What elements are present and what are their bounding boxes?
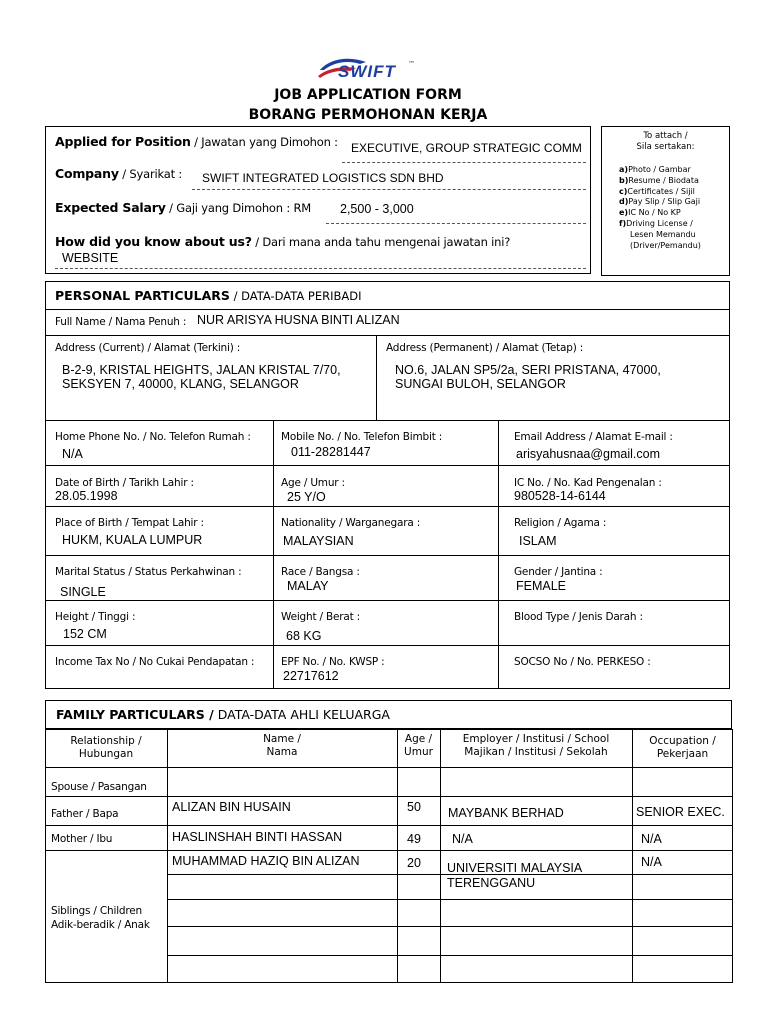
- dob-label: Date of Birth / Tarikh Lahir :: [55, 477, 194, 489]
- gender-label: Gender / Jantina :: [514, 566, 603, 578]
- family-section-header: [56, 707, 390, 722]
- salary-label-en: Expected Salary: [55, 200, 166, 215]
- addr-perm-line1[interactable]: NO.6, JALAN SP5/2a, SERI PRISTANA, 47000,: [395, 363, 661, 377]
- nationality-label: Nationality / Warganegara :: [281, 517, 421, 529]
- row-line: [45, 645, 730, 646]
- sibling-employer-line2[interactable]: TERENGGANU: [447, 876, 536, 890]
- tax-label: Income Tax No / No Cukai Pendapatan :: [55, 656, 255, 668]
- company-logo: [316, 56, 420, 84]
- father-employer[interactable]: MAYBANK BERHAD: [448, 806, 564, 820]
- form-subtitle: BORANG PERMOHONAN KERJA: [248, 107, 488, 123]
- mobile-label: Mobile No. / No. Telefon Bimbit :: [281, 431, 443, 443]
- family-header-en: FAMILY PARTICULARS /: [56, 707, 214, 722]
- position-underline: [342, 162, 586, 163]
- attach-text: IC No / No KP: [628, 208, 681, 218]
- attach-license-cont1: Lesen Memandu: [630, 229, 696, 239]
- sibling-occupation[interactable]: N/A: [641, 855, 662, 869]
- attach-key: f): [619, 218, 627, 228]
- mother-employer[interactable]: N/A: [452, 832, 473, 846]
- weight-label: Weight / Berat :: [281, 611, 361, 623]
- row-line: [167, 899, 733, 900]
- sibling-age[interactable]: 20: [407, 856, 421, 870]
- marital-label: Marital Status / Status Perkahwinan :: [55, 566, 242, 578]
- col-header-line: Majikan / Institusi / Sekolah: [464, 746, 608, 758]
- ic-value[interactable]: 980528-14-6144: [514, 489, 606, 503]
- form-title: JOB APPLICATION FORM: [274, 87, 462, 103]
- height-value[interactable]: 152 CM: [63, 627, 107, 641]
- row-line: [45, 506, 730, 507]
- col-header-employer: [440, 733, 632, 759]
- col-line: [376, 335, 377, 420]
- col-header-line: Occupation /: [649, 735, 716, 747]
- salary-value[interactable]: 2,500 - 3,000: [340, 202, 414, 216]
- attach-key: e): [619, 208, 629, 218]
- family-header-ms: DATA-DATA AHLI KELUARGA: [213, 707, 390, 722]
- attach-key: c): [619, 186, 628, 196]
- company-label-en: Company: [55, 166, 119, 181]
- attach-license-cont2: (Driver/Pemandu): [630, 240, 701, 250]
- personal-header-ms: / DATA-DATA PERIBADI: [229, 289, 362, 303]
- attach-item-resume: [619, 176, 729, 187]
- attach-text: Resume / Biodata: [628, 175, 699, 185]
- personal-header-en: PERSONAL PARTICULARS: [55, 288, 230, 303]
- addr-current-label: Address (Current) / Alamat (Terkini) :: [55, 342, 241, 354]
- siblings-label-line1: Siblings / Children: [51, 905, 142, 917]
- position-label-en: Applied for Position: [55, 134, 191, 149]
- salary-label: [55, 200, 311, 215]
- company-underline: [192, 189, 586, 190]
- col-header-line: Hubungan: [78, 748, 134, 760]
- row-line: [45, 850, 733, 851]
- attach-item-ic: [619, 208, 729, 219]
- father-name[interactable]: ALIZAN BIN HUSAIN: [172, 800, 291, 814]
- personal-section-header: [55, 288, 362, 303]
- fullname-value[interactable]: NUR ARISYA HUSNA BINTI ALIZAN: [197, 313, 400, 327]
- row-line: [45, 335, 730, 336]
- row-line: [45, 555, 730, 556]
- mother-label: Mother / Ibu: [51, 833, 113, 845]
- col-header-line: Age /: [404, 733, 433, 745]
- fullname-label: Full Name / Nama Penuh :: [55, 316, 187, 328]
- col-line: [498, 420, 499, 689]
- race-label: Race / Bangsa :: [281, 566, 360, 578]
- attach-text: Driving License /: [626, 218, 693, 228]
- father-occupation[interactable]: SENIOR EXEC.: [636, 805, 725, 819]
- row-line: [45, 767, 733, 768]
- height-label: Height / Tinggi :: [55, 611, 136, 623]
- attach-text: Photo / Gambar: [628, 165, 691, 174]
- col-header-name: [167, 733, 397, 759]
- col-header-line: Umur: [404, 746, 433, 758]
- attach-title: To attach /: [643, 131, 688, 141]
- position-value[interactable]: EXECUTIVE, GROUP STRATEGIC COMM: [351, 141, 582, 155]
- email-label: Email Address / Alamat E-mail :: [514, 431, 673, 443]
- row-line: [167, 955, 733, 956]
- attach-text: Certificates / Sijil: [627, 186, 695, 196]
- col-header-relationship: [45, 735, 167, 761]
- salary-underline: [326, 223, 586, 224]
- col-header-occupation: [632, 735, 733, 761]
- col-header-line: Relationship /: [70, 735, 142, 747]
- col-header-line: Pekerjaan: [656, 748, 709, 760]
- gender-value[interactable]: FEMALE: [516, 579, 567, 593]
- company-label: [55, 166, 182, 181]
- socso-label: SOCSO No / No. PERKESO :: [514, 656, 651, 668]
- attach-key: a): [619, 165, 629, 174]
- row-line: [45, 309, 730, 310]
- nationality-value[interactable]: MALAYSIAN: [283, 534, 354, 548]
- source-underline: [55, 268, 586, 269]
- pob-value[interactable]: HUKM, KUALA LUMPUR: [62, 533, 203, 547]
- company-label-ms: / Syarikat :: [118, 167, 183, 181]
- home-phone-label: Home Phone No. / No. Telefon Rumah :: [55, 431, 251, 443]
- attach-item-certificates: [619, 187, 729, 198]
- sibling-employer-line1[interactable]: UNIVERSITI MALAYSIA: [447, 861, 583, 875]
- row-line: [167, 926, 733, 927]
- siblings-label: [51, 904, 150, 932]
- addr-perm-line2[interactable]: SUNGAI BULOH, SELANGOR: [395, 377, 566, 391]
- attach-subtitle: Sila sertakan:: [636, 142, 695, 152]
- position-label: [55, 134, 338, 149]
- company-value[interactable]: SWIFT INTEGRATED LOGISTICS SDN BHD: [202, 171, 444, 185]
- ic-label: IC No. / No. Kad Pengenalan :: [514, 477, 662, 489]
- epf-label: EPF No. / No. KWSP :: [281, 656, 385, 668]
- dob-value[interactable]: 28.05.1998: [55, 489, 118, 503]
- mother-age[interactable]: 49: [407, 832, 421, 846]
- addr-current-line2[interactable]: SEKSYEN 7, 40000, KLANG, SELANGOR: [62, 377, 299, 391]
- position-label-ms: / Jawatan yang Dimohon :: [190, 135, 338, 149]
- epf-value[interactable]: 22717612: [283, 669, 339, 683]
- mother-name[interactable]: HASLINSHAH BINTI HASSAN: [172, 830, 343, 844]
- row-line: [45, 600, 730, 601]
- home-phone-value[interactable]: N/A: [62, 447, 83, 461]
- attach-item-payslip: [619, 197, 729, 208]
- race-value[interactable]: MALAY: [287, 579, 329, 593]
- col-header-line: Employer / Institusi / School: [462, 733, 610, 745]
- attach-list: [619, 165, 729, 251]
- father-label: Father / Bapa: [51, 808, 119, 820]
- age-value[interactable]: 25 Y/O: [287, 490, 326, 504]
- mobile-value[interactable]: 011-28281447: [291, 445, 371, 459]
- weight-value[interactable]: 68 KG: [286, 629, 322, 643]
- col-line: [273, 420, 274, 689]
- salary-label-ms: / Gaji yang Dimohon : RM: [165, 201, 311, 215]
- email-value[interactable]: arisyahusnaa@gmail.com: [516, 447, 661, 461]
- siblings-label-line2: Adik-beradik / Anak: [51, 919, 150, 931]
- religion-label: Religion / Agama :: [514, 517, 607, 529]
- attach-key: b): [619, 175, 629, 185]
- religion-value[interactable]: ISLAM: [519, 534, 557, 548]
- col-header-line: Name /: [263, 733, 301, 745]
- source-label-ms: / Dari mana anda tahu mengenai jawatan ini?: [251, 235, 511, 249]
- spouse-label: Spouse / Pasangan: [51, 781, 147, 793]
- attach-item-photo: [619, 165, 729, 176]
- row-line: [45, 796, 733, 797]
- mother-occupation[interactable]: N/A: [641, 832, 662, 846]
- col-header-line: Nama: [266, 746, 298, 758]
- attach-key: d): [619, 197, 629, 207]
- marital-value[interactable]: SINGLE: [60, 585, 106, 599]
- addr-current-line1[interactable]: B-2-9, KRISTAL HEIGHTS, JALAN KRISTAL 7/70,: [62, 363, 341, 377]
- row-line: [45, 825, 733, 826]
- blood-label: Blood Type / Jenis Darah :: [514, 611, 643, 623]
- logo-text: SWIFT: [338, 62, 396, 81]
- row-line: [45, 420, 730, 421]
- col-header-age: [397, 733, 440, 759]
- attach-text: Pay Slip / Slip Gaji: [628, 197, 701, 207]
- father-age[interactable]: 50: [407, 800, 421, 814]
- source-label: [55, 234, 510, 249]
- attach-item-license: [619, 219, 729, 230]
- sibling-name[interactable]: MUHAMMAD HAZIQ BIN ALIZAN: [172, 854, 360, 868]
- source-label-en: How did you know about us?: [55, 234, 252, 249]
- pob-label: Place of Birth / Tempat Lahir :: [55, 517, 204, 529]
- row-line: [45, 465, 730, 466]
- source-value[interactable]: WEBSITE: [62, 251, 119, 265]
- age-label: Age / Umur :: [281, 477, 345, 489]
- logo-trademark: ™: [408, 60, 415, 68]
- addr-perm-label: Address (Permanent) / Alamat (Tetap) :: [386, 342, 584, 354]
